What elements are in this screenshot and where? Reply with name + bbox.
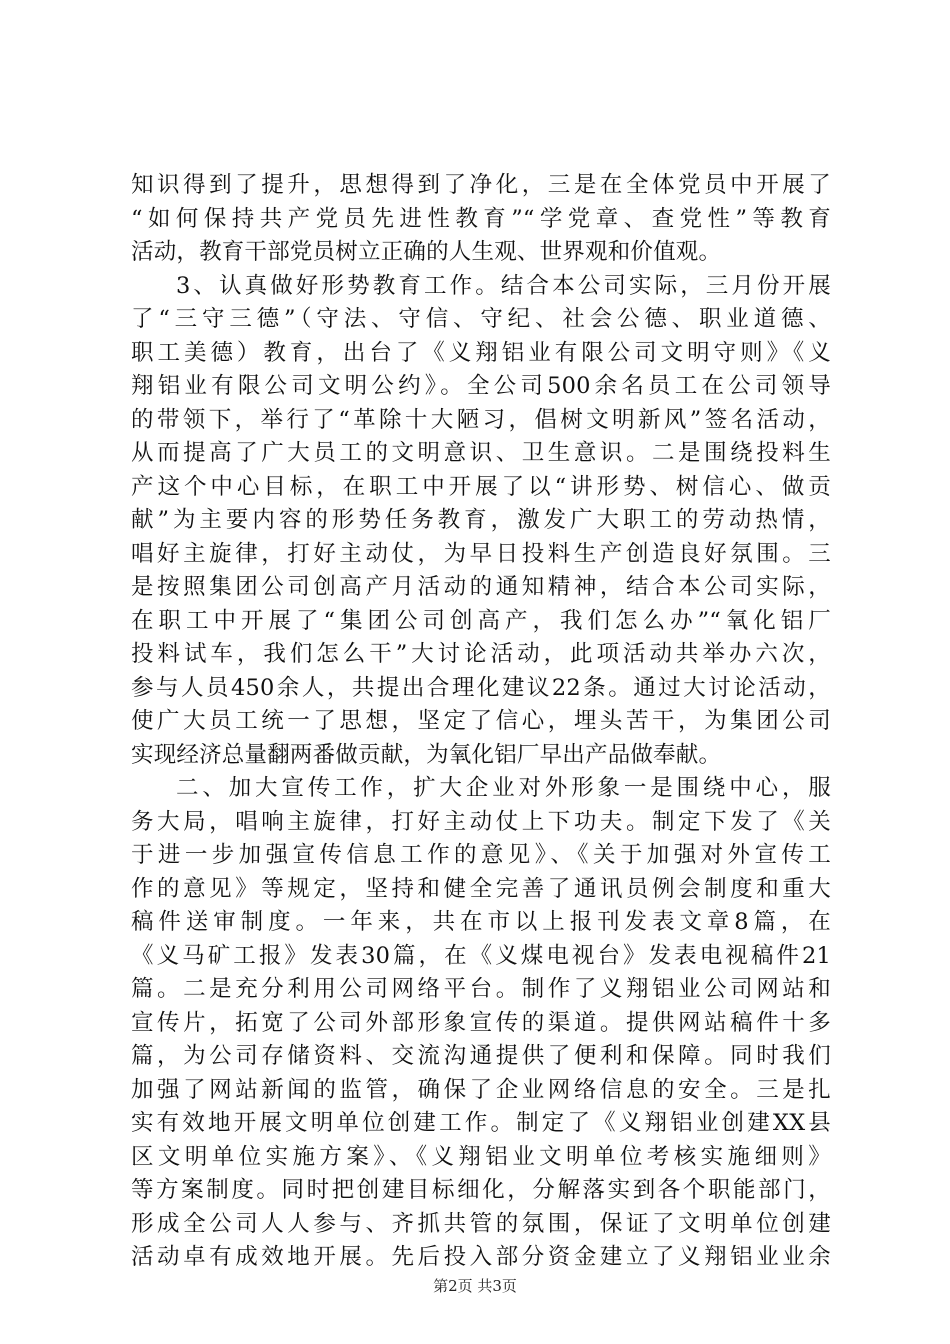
- text-line: 实有效地开展文明单位创建工作。制定了《义翔铝业创建XX县: [131, 1110, 831, 1136]
- body-text: [131, 169, 831, 1275]
- text-line: 产这个中心目标，在职工中开展了以“讲形势、树信心、做贡: [131, 473, 831, 500]
- text-line: 于进一步加强宣传信息工作的意见》、《关于加强对外宣传工: [131, 842, 831, 868]
- text-line: 务大局，唱响主旋律，打好主动仗上下功夫。制定下发了《关: [131, 808, 831, 835]
- text-line: 篇，为公司存储资料、交流沟通提供了便利和保障。同时我们: [131, 1043, 831, 1069]
- text-line: 参与人员450余人，共提出合理化建议22条。通过大讨论活动，: [131, 674, 831, 701]
- text-line: 形成全公司人人参与、齐抓共管的氛围，保证了文明单位创建: [131, 1210, 831, 1237]
- text-line: 区文明单位实施方案》、《义翔铝业文明单位考核实施细则》: [131, 1143, 831, 1170]
- page-footer: [0, 1276, 950, 1296]
- text-line: 翔铝业有限公司文明公约》。全公司500余名员工在公司领导: [131, 373, 831, 399]
- paragraph-start-line: 二、加大宣传工作，扩大企业对外形象一是围绕中心，服: [176, 775, 831, 801]
- text-line: 活动卓有成效地开展。先后投入部分资金建立了义翔铝业业余: [131, 1244, 831, 1270]
- text-line: 投料试车，我们怎么干”大讨论活动，此项活动共举办六次，: [131, 641, 831, 667]
- text-line: 是按照集团公司创高产月活动的通知精神，结合本公司实际，: [131, 574, 831, 600]
- text-line: 篇。二是充分利用公司网络平台。制作了义翔铝业公司网站和: [131, 976, 831, 1002]
- text-line: 作的意见》等规定，坚持和健全完善了通讯员例会制度和重大: [131, 875, 831, 902]
- text-line: 使广大员工统一了思想，坚定了信心，埋头苦干，为集团公司: [131, 708, 831, 734]
- text-line: 知识得到了提升，思想得到了净化，三是在全体党员中开展了: [131, 172, 831, 198]
- text-line: 在职工中开展了“集团公司创高产，我们怎么办”“氧化铝厂: [131, 607, 831, 634]
- text-line: 了“三守三德”（守法、守信、守纪、社会公德、职业道德、: [131, 306, 831, 332]
- text-line: 宣传片，拓宽了公司外部形象宣传的渠道。提供网站稿件十多: [131, 1009, 831, 1036]
- text-line: 的带领下，举行了“革除十大陋习，倡树文明新风”签名活动，: [131, 406, 831, 433]
- text-line: 《义马矿工报》发表30篇，在《义煤电视台》发表电视稿件21: [131, 942, 831, 969]
- text-line: 等方案制度。同时把创建目标细化，分解落实到各个职能部门，: [131, 1177, 831, 1203]
- text-line: 唱好主旋律，打好主动仗，为早日投料生产创造良好氛围。三: [131, 540, 831, 567]
- text-line: 稿件送审制度。一年来，共在市以上报刊发表文章8篇，在: [131, 909, 831, 935]
- text-line: “如何保持共产党员先进性教育”“学党章、查党性”等教育: [131, 205, 831, 232]
- text-line: 献”为主要内容的形势任务教育，激发广大职工的劳动热情，: [131, 507, 831, 533]
- text-line: 职工美德）教育，出台了《义翔铝业有限公司文明守则》《义: [131, 339, 831, 366]
- text-line: 活动，教育干部党员树立正确的人生观、世界观和价值观。: [131, 239, 722, 265]
- text-line: 从而提高了广大员工的文明意识、卫生意识。二是围绕投料生: [131, 440, 831, 466]
- text-line: 加强了网站新闻的监管，确保了企业网络信息的安全。三是扎: [131, 1076, 831, 1103]
- paragraph-start-line: 3、认真做好形势教育工作。结合本公司实际，三月份开展: [176, 272, 831, 299]
- page-number-label: 第2页 共3页: [433, 1277, 517, 1295]
- text-line: 实现经济总量翻两番做贡献，为氧化铝厂早出产品做奉献。: [131, 741, 722, 768]
